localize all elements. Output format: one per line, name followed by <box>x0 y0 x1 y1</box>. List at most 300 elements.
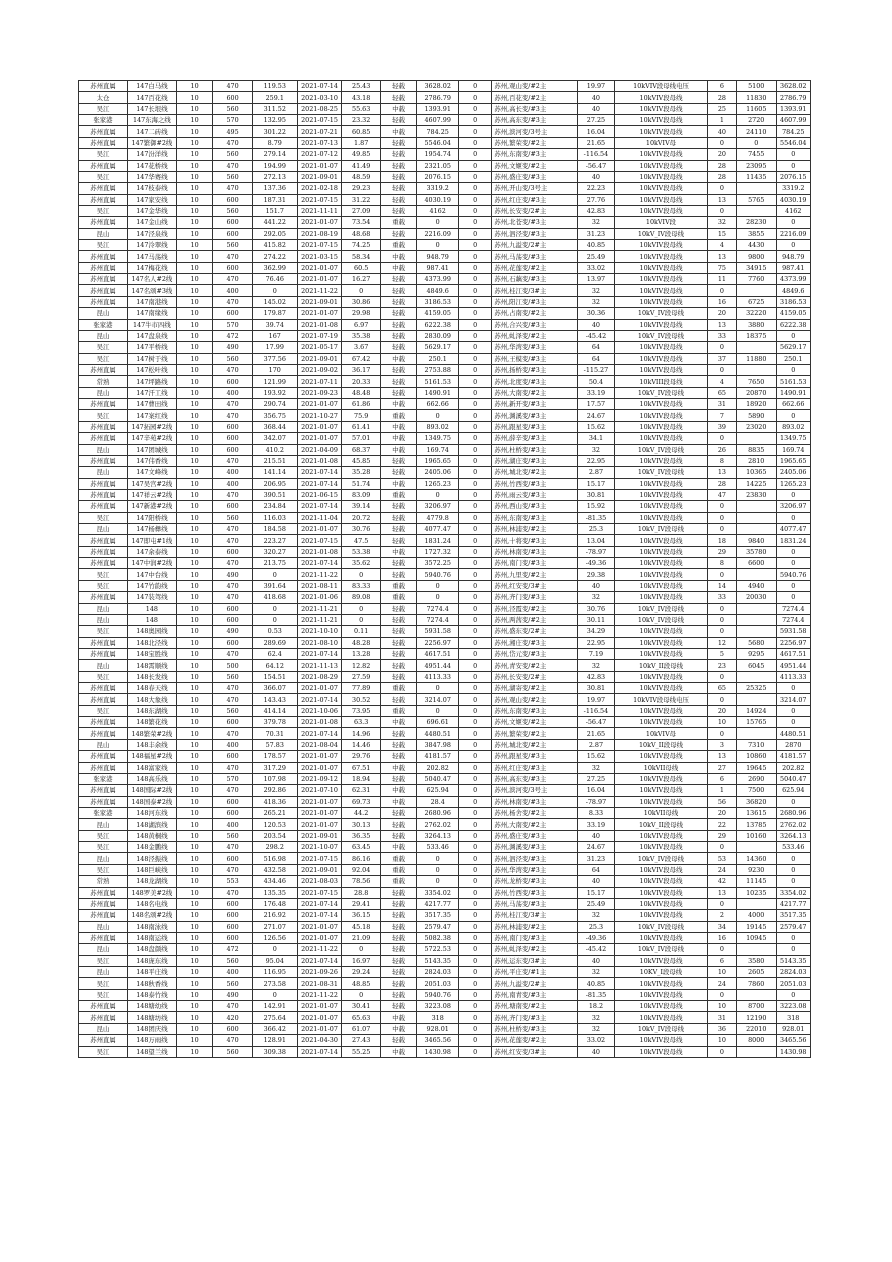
table-cell <box>736 898 776 909</box>
table-cell: 32 <box>577 762 614 773</box>
table-cell: 苏州直属 <box>79 194 128 205</box>
table-cell: 0 <box>459 932 492 943</box>
table-cell: 10kV_IV段母线 <box>615 228 708 239</box>
table-row <box>79 819 811 830</box>
table-cell: 63.3 <box>342 717 381 728</box>
table-cell: 吴江 <box>79 342 128 353</box>
table-cell: 1490.91 <box>776 387 810 398</box>
table-cell: 12190 <box>736 1012 776 1023</box>
table-cell: 13 <box>707 887 736 898</box>
table-cell: 10 <box>176 989 212 1000</box>
table-cell: 2021-01-07 <box>297 433 342 444</box>
table-cell: 25 <box>707 103 736 114</box>
table-cell: 4217.77 <box>417 898 459 909</box>
table-cell: 0 <box>707 614 736 625</box>
table-cell: 轻载 <box>380 467 416 478</box>
table-cell: 10 <box>176 251 212 262</box>
table-cell: 18920 <box>736 399 776 410</box>
table-cell: 2021-09-01 <box>297 296 342 307</box>
table-cell: 0 <box>707 898 736 909</box>
table-cell: 4030.19 <box>417 194 459 205</box>
table-cell: 30.36 <box>577 308 614 319</box>
table-cell: 63.45 <box>342 842 381 853</box>
table-cell: 259.1 <box>252 92 297 103</box>
table-cell: 32 <box>577 217 614 228</box>
table-cell: 10kV_IV段母线 <box>615 853 708 864</box>
table-cell: 重载 <box>380 705 416 716</box>
table-cell: 0 <box>459 308 492 319</box>
table-cell: 吴江 <box>79 1046 128 1057</box>
table-cell: 轻载 <box>380 228 416 239</box>
table-cell: 148塘坊线 <box>127 1012 176 1023</box>
table-cell: 2021-11-13 <box>297 660 342 671</box>
table-cell: 18.2 <box>577 1001 614 1012</box>
table-cell: 10 <box>176 614 212 625</box>
table-cell: 苏州直属 <box>79 455 128 466</box>
table-cell: 10kV_IV段母线 <box>615 921 708 932</box>
table-cell: 83.09 <box>342 489 381 500</box>
table-cell: 2021-07-15 <box>297 535 342 546</box>
table-cell: 10 <box>176 115 212 126</box>
table-cell: 0 <box>459 330 492 341</box>
table-cell: 昆山 <box>79 944 128 955</box>
table-cell: 64 <box>577 864 614 875</box>
table-cell: 张家港 <box>79 115 128 126</box>
table-cell: 18 <box>707 535 736 546</box>
table-cell: 2021-01-08 <box>297 319 342 330</box>
table-cell: 苏州,盛庄变/#3主 <box>492 171 577 182</box>
table-cell: 20870 <box>736 387 776 398</box>
table-cell: 2021-01-07 <box>297 683 342 694</box>
table-cell: 苏州,文姬变/#2主 <box>492 160 577 171</box>
table-cell: 轻载 <box>380 376 416 387</box>
table-cell: 560 <box>213 149 253 160</box>
table-row <box>79 376 811 387</box>
table-cell: 1265.23 <box>776 478 810 489</box>
table-cell: 1965.65 <box>776 455 810 466</box>
table-cell: 10kVIV段母线 <box>615 115 708 126</box>
table-cell: 0 <box>459 376 492 387</box>
table-cell: 2021-06-15 <box>297 489 342 500</box>
table-cell: 10kVIV段母线 <box>615 1012 708 1023</box>
table-cell: 0 <box>459 626 492 637</box>
table-cell: 147盘泉线 <box>127 330 176 341</box>
table-row <box>79 308 811 319</box>
table-cell: 轻载 <box>380 455 416 466</box>
table-cell: 10 <box>176 592 212 603</box>
table-cell: 2810 <box>736 455 776 466</box>
table-cell: 3223.08 <box>776 1001 810 1012</box>
table-cell: 3628.02 <box>776 81 810 92</box>
table-cell: 1430.98 <box>417 1046 459 1057</box>
table-cell: 10 <box>176 785 212 796</box>
table-cell: 0 <box>707 569 736 580</box>
table-cell: 0 <box>459 558 492 569</box>
table-cell: 0 <box>459 240 492 251</box>
table-cell: 2021-07-14 <box>297 478 342 489</box>
table-cell: 10kVIV段母线 <box>615 478 708 489</box>
table-cell: 148湖滨线 <box>127 819 176 830</box>
table-cell: 600 <box>213 308 253 319</box>
table-cell: 36.17 <box>342 364 381 375</box>
table-cell: 147枝泰线 <box>127 183 176 194</box>
table-cell: 苏州,桂江变/3#主 <box>492 285 577 296</box>
table-cell: 中载 <box>380 546 416 557</box>
table-cell: -78.97 <box>577 796 614 807</box>
table-cell <box>736 626 776 637</box>
table-cell: 苏州,城北变/#2主 <box>492 739 577 750</box>
table-row <box>79 955 811 966</box>
table-cell: 600 <box>213 808 253 819</box>
table-cell: 轻载 <box>380 296 416 307</box>
table-cell: 苏州直属 <box>79 648 128 659</box>
table-cell: 2021-10-10 <box>297 626 342 637</box>
table-cell: 12.82 <box>342 660 381 671</box>
table-cell: 轻载 <box>380 1035 416 1046</box>
table-cell: 轻载 <box>380 887 416 898</box>
table-cell: 0 <box>707 728 736 739</box>
table-cell: 0 <box>459 705 492 716</box>
table-cell: 400 <box>213 967 253 978</box>
table-cell: 轻载 <box>380 808 416 819</box>
table-cell: 苏州直属 <box>79 637 128 648</box>
table-cell: 2021-01-07 <box>297 524 342 535</box>
table-row <box>79 524 811 535</box>
table-row <box>79 535 811 546</box>
table-cell: 2720 <box>736 115 776 126</box>
table-cell: 吴江 <box>79 410 128 421</box>
table-cell: 吴江 <box>79 171 128 182</box>
table-cell: 重载 <box>380 876 416 887</box>
table-cell: 轻载 <box>380 364 416 375</box>
table-cell: 10kVIV段母线 <box>615 353 708 364</box>
table-cell: 13.97 <box>577 274 614 285</box>
table-cell: 3572.25 <box>417 558 459 569</box>
table-cell: 147东海之线 <box>127 115 176 126</box>
table-cell: 2021-01-07 <box>297 1012 342 1023</box>
table-cell: 8.33 <box>577 808 614 819</box>
table-cell: 289.69 <box>252 637 297 648</box>
table-cell: 470 <box>213 455 253 466</box>
table-cell: 317.29 <box>252 762 297 773</box>
table-cell: 2021-03-10 <box>297 92 342 103</box>
table-cell: 27.43 <box>342 1035 381 1046</box>
table-cell <box>736 501 776 512</box>
table-cell: 0 <box>459 512 492 523</box>
table-cell: 中载 <box>380 1012 416 1023</box>
table-cell: 2021-07-15 <box>297 194 342 205</box>
table-cell: 147中台线 <box>127 569 176 580</box>
table-cell: 苏州,竹西变/#3主 <box>492 478 577 489</box>
table-cell: 0 <box>459 898 492 909</box>
table-cell: 10 <box>176 194 212 205</box>
table-cell: 10kV_IV段母线 <box>615 387 708 398</box>
table-cell: 147松叶线 <box>127 364 176 375</box>
table-cell: 10 <box>176 387 212 398</box>
table-cell: 3847.98 <box>417 739 459 750</box>
table-cell: 279.14 <box>252 149 297 160</box>
table-cell: 148名颂#2线 <box>127 910 176 921</box>
table-cell: 14 <box>707 580 736 591</box>
table-cell: 5100 <box>736 81 776 92</box>
table-cell: 40 <box>577 171 614 182</box>
table-row <box>79 1023 811 1034</box>
table-cell: 苏州,西山变/#3主 <box>492 501 577 512</box>
table-cell: 0 <box>459 830 492 841</box>
table-cell: 148团庆线 <box>127 1023 176 1034</box>
data-table-sheet <box>78 80 811 1058</box>
table-cell: 8 <box>707 455 736 466</box>
table-cell: 533.46 <box>776 842 810 853</box>
table-cell: 10 <box>176 853 212 864</box>
table-cell: 昆山 <box>79 967 128 978</box>
table-cell: 6222.38 <box>776 319 810 330</box>
table-cell: 0 <box>459 137 492 148</box>
table-cell: 2405.06 <box>417 467 459 478</box>
table-cell: 0.11 <box>342 626 381 637</box>
table-cell: 1393.91 <box>417 103 459 114</box>
table-cell: 0 <box>342 569 381 580</box>
table-cell: -56.47 <box>577 160 614 171</box>
table-cell: 10 <box>176 660 212 671</box>
table-cell: 490 <box>213 342 253 353</box>
table-cell: 0 <box>342 614 381 625</box>
table-cell: 500 <box>213 660 253 671</box>
table-cell: 30.81 <box>577 683 614 694</box>
table-cell: 3206.97 <box>776 501 810 512</box>
table-cell: 轻载 <box>380 137 416 148</box>
table-cell: 0 <box>252 603 297 614</box>
table-cell: 10 <box>176 489 212 500</box>
table-cell: 10kVIV段母线 <box>615 705 708 716</box>
table-cell: 67.42 <box>342 353 381 364</box>
table-cell: 苏州,跟星变/#3主 <box>492 421 577 432</box>
table-cell: 441.22 <box>252 217 297 228</box>
table-row <box>79 864 811 875</box>
table-cell: 10 <box>176 603 212 614</box>
table-cell: 2762.02 <box>417 819 459 830</box>
table-cell: 32 <box>577 444 614 455</box>
table-cell: 苏州直属 <box>79 433 128 444</box>
table-cell: 58.34 <box>342 251 381 262</box>
table-cell: 4113.33 <box>417 671 459 682</box>
table-cell: 470 <box>213 694 253 705</box>
table-cell <box>736 342 776 353</box>
table-cell: 轻载 <box>380 160 416 171</box>
table-cell: 10 <box>176 910 212 921</box>
table-cell: 14360 <box>736 853 776 864</box>
table-cell: 147家安线 <box>127 194 176 205</box>
table-cell: 470 <box>213 580 253 591</box>
table-cell: 60.5 <box>342 262 381 273</box>
table-cell: 25.43 <box>342 81 381 92</box>
table-cell: 1349.75 <box>417 433 459 444</box>
table-cell: 0 <box>459 103 492 114</box>
table-cell: 28.8 <box>342 887 381 898</box>
table-cell: 中载 <box>380 103 416 114</box>
table-cell: 533.46 <box>417 842 459 853</box>
table-cell: 1965.65 <box>417 455 459 466</box>
table-cell: 2021-08-19 <box>297 228 342 239</box>
table-cell: 0 <box>459 478 492 489</box>
table-cell: 187.31 <box>252 194 297 205</box>
table-cell: 苏州直属 <box>79 364 128 375</box>
table-row <box>79 92 811 103</box>
table-cell: 0 <box>459 864 492 875</box>
table-cell: 3580 <box>736 955 776 966</box>
table-cell: 2021-11-21 <box>297 603 342 614</box>
table-cell: 10kV_IV段母线 <box>615 944 708 955</box>
table-cell: 495 <box>213 126 253 137</box>
table-cell: 32 <box>577 660 614 671</box>
table-cell: 10KV_I段母线 <box>615 967 708 978</box>
table-cell: 5161.53 <box>776 376 810 387</box>
table-cell: 16.97 <box>342 955 381 966</box>
table-cell: 10 <box>176 773 212 784</box>
table-cell: 苏州,虬泽变/#2主 <box>492 330 577 341</box>
table-cell: 170 <box>252 364 297 375</box>
table-cell: 107.98 <box>252 773 297 784</box>
table-cell: 10kVIV段母线 <box>615 887 708 898</box>
table-cell: 147文峰线 <box>127 467 176 478</box>
table-cell: 0 <box>459 694 492 705</box>
table-cell: 24110 <box>736 126 776 137</box>
table-cell: 356.75 <box>252 410 297 421</box>
table-cell: 苏州直属 <box>79 160 128 171</box>
table-cell: 苏州,北苍变/#3主 <box>492 217 577 228</box>
table-cell: 苏州直属 <box>79 762 128 773</box>
table-cell: 147名颂#3线 <box>127 285 176 296</box>
table-cell: 143.43 <box>252 694 297 705</box>
table-cell: 213.75 <box>252 558 297 569</box>
table-cell: 29.41 <box>342 898 381 909</box>
table-cell: 23095 <box>736 160 776 171</box>
table-cell: 13 <box>707 251 736 262</box>
table-cell: 苏州直属 <box>79 535 128 546</box>
table-cell: 10kVIV段母线 <box>615 671 708 682</box>
table-cell: 昆山 <box>79 739 128 750</box>
table-cell: 轻载 <box>380 535 416 546</box>
table-cell: 10 <box>176 399 212 410</box>
table-cell: 苏州直属 <box>79 910 128 921</box>
table-cell: 600 <box>213 717 253 728</box>
table-cell: -56.47 <box>577 717 614 728</box>
table-cell: 600 <box>213 603 253 614</box>
table-cell: 490 <box>213 989 253 1000</box>
table-cell: 1831.24 <box>417 535 459 546</box>
table-cell: 64 <box>577 342 614 353</box>
table-cell: 147拓园#2线 <box>127 421 176 432</box>
table-cell: 19645 <box>736 762 776 773</box>
table-cell: 7860 <box>736 978 776 989</box>
table-cell: 0 <box>707 205 736 216</box>
table-cell: 472 <box>213 330 253 341</box>
table-cell: 34915 <box>736 262 776 273</box>
table-cell: 0 <box>459 683 492 694</box>
table-cell: 472 <box>213 944 253 955</box>
table-cell: 10kVIV段母线 <box>615 717 708 728</box>
table-cell: 22.95 <box>577 637 614 648</box>
table-cell: 10 <box>176 626 212 637</box>
table-cell: 中载 <box>380 1046 416 1057</box>
table-cell: 2021-07-14 <box>297 728 342 739</box>
table-cell: 10kVIV段母线 <box>615 648 708 659</box>
table-cell: 苏州,大南变/#2主 <box>492 819 577 830</box>
table-cell: 0 <box>459 1035 492 1046</box>
table-cell: 昆山 <box>79 524 128 535</box>
table-cell: 0 <box>252 989 297 1000</box>
table-cell: 常熟 <box>79 876 128 887</box>
table-cell: 432.58 <box>252 864 297 875</box>
table-row <box>79 205 811 216</box>
table-cell: 13 <box>707 751 736 762</box>
table-cell: 470 <box>213 364 253 375</box>
table-cell: 2021-07-14 <box>297 501 342 512</box>
table-cell: 10kVIV段母线电压 <box>615 81 708 92</box>
table-cell: 3517.35 <box>417 910 459 921</box>
table-cell: 13785 <box>736 819 776 830</box>
table-cell: 0 <box>459 501 492 512</box>
table-cell: 0 <box>459 126 492 137</box>
table-cell: 32 <box>707 217 736 228</box>
table-cell: 0 <box>707 603 736 614</box>
table-row <box>79 683 811 694</box>
table-cell: 5 <box>707 648 736 659</box>
table-cell: 3 <box>707 739 736 750</box>
table-cell: 6.97 <box>342 319 381 330</box>
table-cell: 560 <box>213 240 253 251</box>
table-cell: 206.95 <box>252 478 297 489</box>
table-cell: 苏州,滨河变/3号主 <box>492 126 577 137</box>
table-cell: 苏州直属 <box>79 898 128 909</box>
table-cell: 0 <box>459 671 492 682</box>
table-cell: 19145 <box>736 921 776 932</box>
table-cell: 10kV_IV段母线 <box>615 524 708 535</box>
table-cell: 苏州,华湾变/#3主 <box>492 342 577 353</box>
table-row <box>79 478 811 489</box>
table-cell: 400 <box>213 387 253 398</box>
table-cell: 147即屯#1线 <box>127 535 176 546</box>
table-cell: 147牛市四线 <box>127 319 176 330</box>
table-cell: 22.95 <box>577 455 614 466</box>
table-cell: 57.01 <box>342 433 381 444</box>
table-cell: 5629.17 <box>776 342 810 353</box>
table-cell: 10 <box>176 330 212 341</box>
table-cell: 0 <box>459 603 492 614</box>
table-cell: 4 <box>707 376 736 387</box>
table-cell: 苏州,林南变/#3主 <box>492 546 577 557</box>
table-cell: 苏州直属 <box>79 137 128 148</box>
table-cell: 36820 <box>736 796 776 807</box>
table-cell: 147金华线 <box>127 205 176 216</box>
table-cell: 10kVIV段母线 <box>615 433 708 444</box>
table-cell: 苏州,杜桥变/#3主 <box>492 444 577 455</box>
table-row <box>79 126 811 137</box>
table-cell: 625.94 <box>417 785 459 796</box>
table-cell: 2021-07-14 <box>297 1046 342 1057</box>
table-cell: 0 <box>459 785 492 796</box>
table-cell: 2021-07-15 <box>297 115 342 126</box>
table-cell: 轻载 <box>380 274 416 285</box>
table-cell: -49.36 <box>577 558 614 569</box>
table-cell: 928.01 <box>776 1023 810 1034</box>
table-cell: 148金鹏线 <box>127 842 176 853</box>
table-cell: 148秋香线 <box>127 978 176 989</box>
table-cell: 轻载 <box>380 81 416 92</box>
table-cell: 0 <box>459 535 492 546</box>
table-cell: 3186.53 <box>776 296 810 307</box>
table-cell: 重载 <box>380 240 416 251</box>
